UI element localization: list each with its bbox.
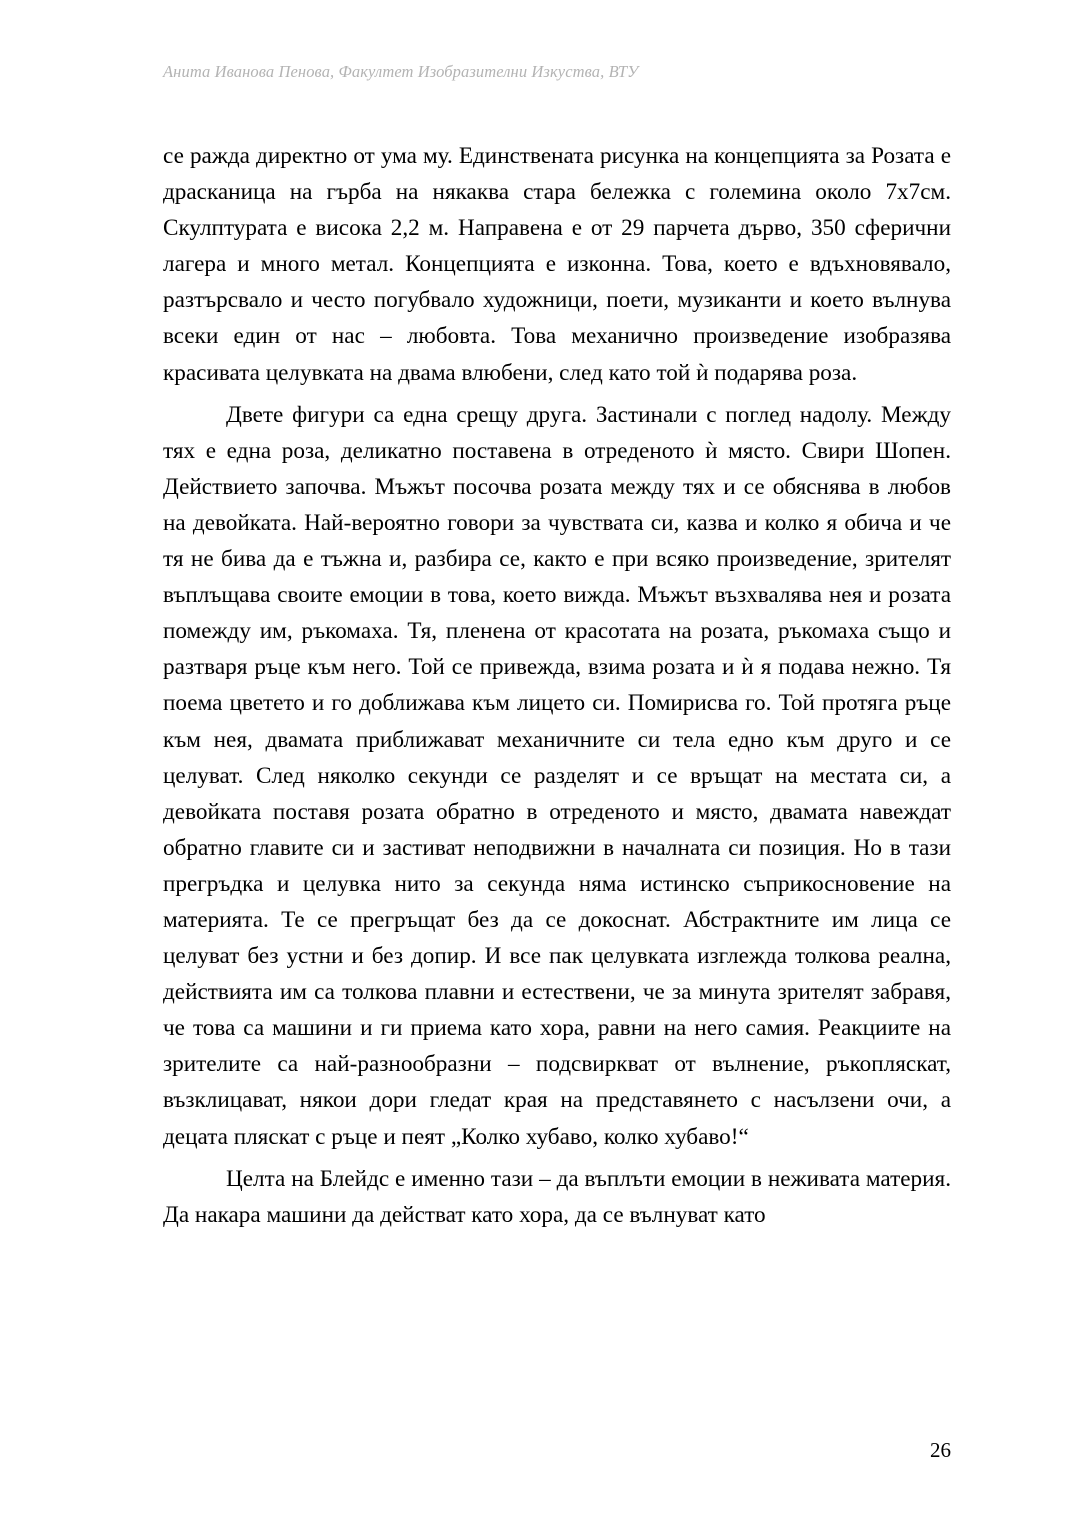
page-number: 26 xyxy=(930,1438,951,1462)
body-text xyxy=(163,138,951,1233)
paragraph-1: се ражда директно от ума му. Единствената рисунка на концепцията за Розата е драсканица на гърба на някаква стара бележка с големина около 7х7см. Скулптурата е висока 2,2 м. Направена е от 29 парчета дърво, 350 сферични лагера и много метал. Концепцията е изконна. Това, което е вдъхновявало, разтърсвало и често погубвало художници, поети, музиканти и което вълнува всеки един от нас – любовта. Това механично произведение изобразява красивата целувката на двама влюбени, след като той ѝ подарява роза. xyxy=(163,143,951,386)
running-header: Анита Иванова Пенова, Факултет Изобразителни Изкуства, ВТУ xyxy=(163,62,639,81)
paragraph-3: Целта на Блейдс е именно тази – да въплъти емоции в неживата материя. Да накара машини да действат като хора, да се вълнуват като xyxy=(163,1165,951,1228)
paragraph-2: Двете фигури са една срещу друга. Застинали с поглед надолу. Между тях е една роза, деликатно поставена в отреденото ѝ място. Свири Шопен. Действието започва. Мъжът посочва розата между тях и се обяснява в любов на девойката. Най-вероятно говори за чувствата си, казва и колко я обича и че тя не бива да е тъжна и, разбира се, както е при всяко произведение, зрителят въплъщава своите емоции в това, което вижда. Мъжът възхвалява нея и розата помежду им, ръкомаха. Тя, пленена от красотата на розата, ръкомаха също и разтваря ръце към него. Той се привежда, взима розата и ѝ я подава нежно. Тя поема цветето и го доближава към лицето си. Помирисва го. Той протяга ръце към нея, двамата приближават механичните си тела едно към друго и се целуват. След няколко секунди се разделят и се връщат на местата си, а девойката поставя розата обратно в отреденото и място, двамата навеждат обратно главите си и застиват неподвижни в началната си позиция. Но в тази прегръдка и целувка нито за секунда няма истинско съприкосновение на материята. Те се прегръщат без да се докоснат. Абстрактните им лица се целуват без устни и без допир. И все пак целувката изглежда толкова реална, действията им са толкова плавни и естествени, че за минута зрителят забравя, че това са машини и ги приема като хора, равни на него самия. Реакциите на зрителите са най-разнообразни – подсвиркват от вълнение, ръкопляскат, възклицават, някои дори гледат края на представянето с насълзени очи, а децата пляскат с ръце и пеят „Колко хубаво, колко хубаво!“ xyxy=(163,401,951,1150)
